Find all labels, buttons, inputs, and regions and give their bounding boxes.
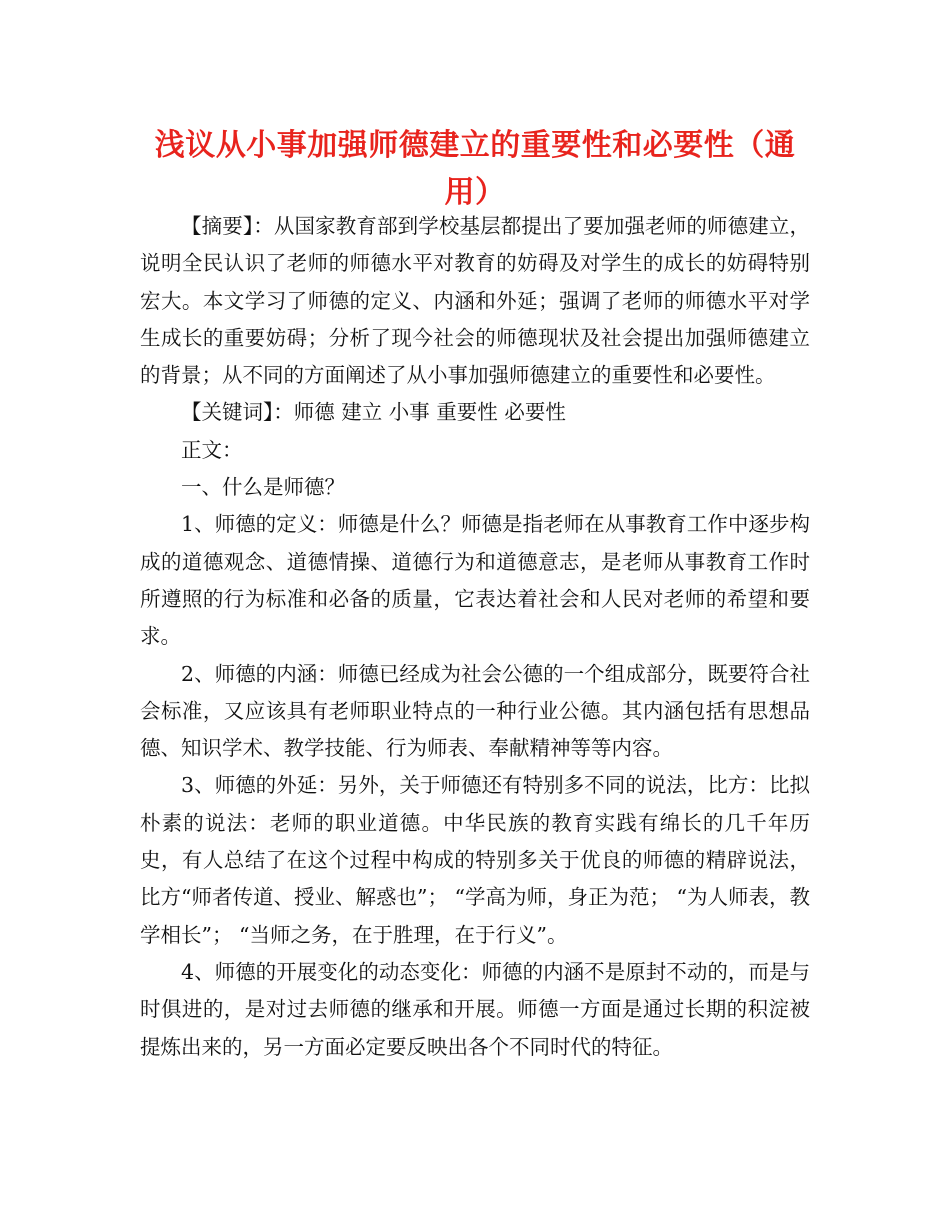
definition-paragraph: 1、师德的定义：师德是什么？师德是指老师在从事教育工作中逐步构成的道德观念、道德情操、道德行为和道德意志，是老师从事教育工作时所遵照的行为标准和必备的质量，它表达着社会和人民对老师的希望和要求。: [140, 512, 810, 649]
connotation-paragraph: 2、师德的内涵：师德已经成为社会公德的一个组成部分，既要符合社会标准，又应该具有老师职业特点的一种行业公德。其内涵包括有思想品德、知识学术、教学技能、行为师表、奉献精神等等内容。: [140, 661, 810, 761]
development-paragraph: 4、师德的开展变化的动态变化：师德的内涵不是原封不动的，而是与时俱进的，是对过去师德的继承和开展。师德一方面是通过长期的积淀被提炼出来的，另一方面必定要反映出各个不同时代的特征。: [140, 959, 810, 1059]
section-heading: 一、什么是师德？: [181, 475, 345, 500]
abstract-paragraph: 【摘要】：从国家教育部到学校基层都提出了要加强老师的师德建立，说明全民认识了老师的师德水平对教育的妨碍及对学生的成长的妨碍特别宏大。本文学习了师德的定义、内涵和外延；强调了老师的师德水平对学生成长的重要妨碍；分析了现今社会的师德现状及社会提出加强师德建立的背景；从不同的方面阐述了从小事加强师德建立的重要性和必要性。: [140, 214, 810, 388]
body-label: 正文：: [181, 437, 243, 462]
document-body: [140, 208, 810, 1066]
keywords-paragraph: 【关键词】：师德 建立 小事 重要性 必要性: [181, 400, 566, 425]
extension-paragraph: 3、师德的外延：另外，关于师德还有特别多不同的说法，比方：比拟朴素的说法：老师的职业道德。中华民族的教育实践有绵长的几千年历史，有人总结了在这个过程中构成的特别多关于优良的师德的精辟说法，比方“师者传道、授业、解惑也”； “学高为师，身正为范； “为人师表，教学相长”； “当师之务，在于胜理，在于行义”。: [140, 773, 810, 947]
document-title: 浅议从小事加强师德建立的重要性和必要性（通用）: [154, 128, 796, 210]
